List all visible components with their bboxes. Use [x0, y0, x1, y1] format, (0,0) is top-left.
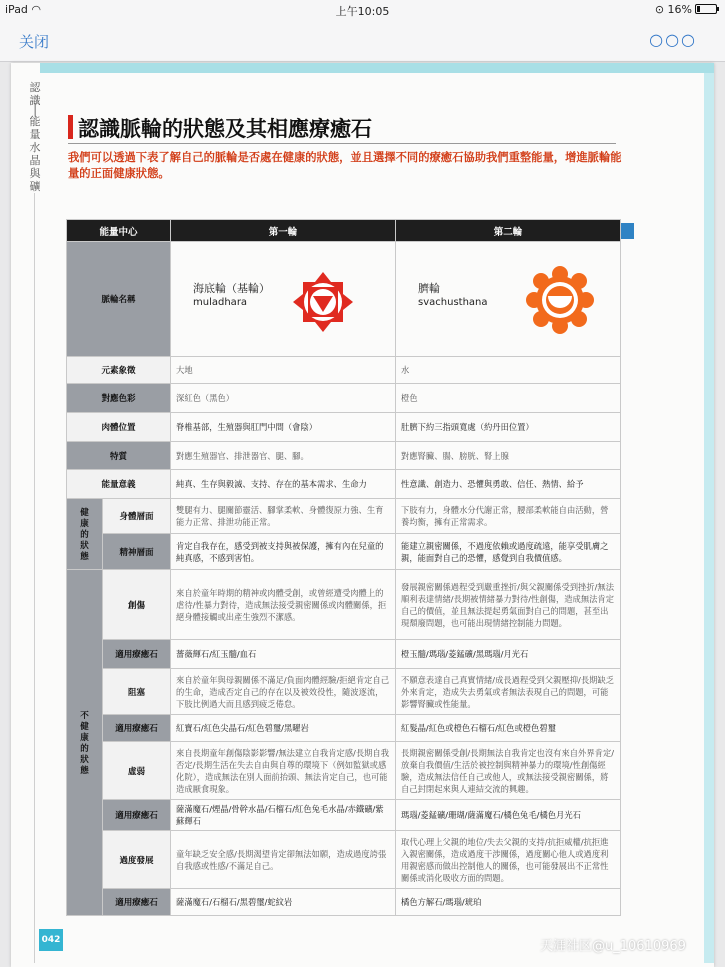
- physical-1: 雙腿有力、腿關節靈活、腳掌柔軟、身體復原力強、生育能力正常、排泄功能正常。: [171, 499, 396, 534]
- table-row: [67, 534, 621, 570]
- table-row: [67, 242, 621, 357]
- row-label: 適用療癒石: [103, 889, 171, 916]
- trauma-2: 發展親密關係過程受到嚴重挫折/與父親關係受到挫折/無法順利表達情緒/長期被情緒暴力對待/性創傷，造成無法肯定自己的價值，並且無法提起勇氣面對自己的問題，甚至出現頹廢問題，也可能出現情緒控制能力問題。: [396, 570, 621, 640]
- page-number: 042: [39, 929, 63, 951]
- table-row: [67, 499, 621, 534]
- table-header: [67, 220, 621, 242]
- table-row: [67, 442, 621, 470]
- battery-percent: 16%: [667, 3, 692, 16]
- row-label: 過度發展: [103, 831, 171, 889]
- status-bar: [0, 0, 725, 20]
- weak-stones-1: 薩滿魔石/煙晶/骨幹水晶/石榴石/紅色兔毛水晶/赤鐵礦/紫蘇輝石: [171, 800, 396, 831]
- row-label: 適用療癒石: [103, 715, 171, 742]
- table-row: [67, 640, 621, 669]
- table-row: [67, 889, 621, 916]
- traits-2: 對應腎臟、腸、膀胱、腎上腺: [396, 442, 621, 470]
- svadhisthana-symbol-icon: [526, 266, 594, 334]
- blocked-stones-2: 紅髮晶/紅色或橙色石榴石/紅色或橙色碧璽: [396, 715, 621, 742]
- trauma-stones-1: 薔薇輝石/紅玉髓/血石: [171, 640, 396, 669]
- battery-icon: [695, 4, 717, 14]
- table-row: [67, 715, 621, 742]
- weak-stones-2: 瑪瑙/菱錳礦/珊瑚/薩滿魔石/橘色兔毛/橘色月光石: [396, 800, 621, 831]
- row-label: 虛弱: [103, 742, 171, 800]
- chakra-1-name: 海底輪（基輪） muladhara: [193, 282, 271, 308]
- page-subtitle: 我們可以透過下表了解自己的脈輪是否處在健康的狀態，並且選擇不同的療癒石協助我們重整能量，增進脈輪能量的正面健康狀態。: [68, 150, 622, 180]
- watermark-text: 天涯社区@u_10610969: [540, 939, 686, 954]
- table-row: [67, 357, 621, 384]
- table-row: [67, 470, 621, 499]
- chakra-2-name: 臍輪 svachusthana: [418, 282, 488, 308]
- color-1: 深紅色（黑色）: [171, 384, 396, 413]
- device-label: iPad ◠: [5, 3, 42, 16]
- row-label: 脈輪名稱: [67, 242, 171, 357]
- table-row: [67, 384, 621, 413]
- meaning-1: 純真、生存與毅滅、支持、存在的基本需求、生命力: [171, 470, 396, 499]
- row-label: 肉體位置: [67, 413, 171, 442]
- header-chakra-2: 第二輪: [396, 220, 621, 242]
- element-1: 大地: [171, 357, 396, 384]
- page-title: 認識脈輪的狀態及其相應療癒石: [78, 116, 372, 141]
- traits-1: 對應生殖器官、排泄器官、腿、腳。: [171, 442, 396, 470]
- header-energy-center: 能量中心: [67, 220, 171, 242]
- row-label: 適用療癒石: [103, 640, 171, 669]
- meaning-2: 性意識、創造力、恐懼與勇敢、信任、熱情、給予: [396, 470, 621, 499]
- title-divider: [68, 143, 616, 144]
- document-page: [11, 63, 714, 967]
- row-label: 阻塞: [103, 669, 171, 715]
- table-row: [67, 800, 621, 831]
- clock: 上午10:05: [335, 5, 390, 18]
- top-stripe: [40, 63, 714, 73]
- blocked-stones-1: 紅寶石/紅色尖晶石/紅色碧璽/黑曜岩: [171, 715, 396, 742]
- table-row: [67, 742, 621, 800]
- mental-1: 肯定自我存在，感受到被支持與被保護，擁有內在兒童的純真感，不感到害怕。: [171, 534, 396, 570]
- chakra-1-cell: [171, 242, 396, 357]
- overdev-1: 童年缺乏安全感/長期渴望肯定卻無法如願，造成過度誇張自我感或性感/不滿足自己。: [171, 831, 396, 889]
- more-options-button[interactable]: ○○○: [649, 30, 697, 49]
- row-label: 元素象徵: [67, 357, 171, 384]
- physical-2: 下肢有力，身體水分代謝正常，腰部柔軟能自由活動，營養均衡，擁有正常需求。: [396, 499, 621, 534]
- row-label: 適用療癒石: [103, 800, 171, 831]
- chakra-2-cell: [396, 242, 621, 357]
- row-label: 精神層面: [103, 534, 171, 570]
- overdev-stones-1: 薩滿魔石/石榴石/黑碧璽/蛇紋岩: [171, 889, 396, 916]
- healthy-state-label: 健 康 的 狀 態: [67, 499, 103, 570]
- unhealthy-state-label: 不 健 康 的 狀 態: [67, 570, 103, 916]
- nav-bar: [0, 20, 725, 62]
- row-label: 特質: [67, 442, 171, 470]
- row-label: 創傷: [103, 570, 171, 640]
- heading-accent: [68, 115, 73, 139]
- row-label: 對應色彩: [67, 384, 171, 413]
- margin-rule: [34, 193, 35, 963]
- trauma-stones-2: 橙玉髓/瑪瑙/菱錳礦/黑瑪瑙/月光石: [396, 640, 621, 669]
- weak-2: 長期親密關係受創/長期無法自我肯定也沒有來自外界肯定/放棄自我價值/生活於被控制與精神暴力的環境/性創傷經驗，造成無法信任自己或他人，或無法接受親密關係，將自己封閉起來與人連結交流的興趣。: [396, 742, 621, 800]
- rotation-lock-icon: ⊙: [654, 3, 665, 16]
- table-row: [67, 570, 621, 640]
- side-stripe: [704, 73, 714, 963]
- muladhara-symbol-icon: [291, 270, 355, 334]
- row-label: 身體層面: [103, 499, 171, 534]
- body-2: 肚臍下約三指頭寬處（約丹田位置）: [396, 413, 621, 442]
- table-row: [67, 669, 621, 715]
- chakra-table: [66, 219, 620, 916]
- element-2: 水: [396, 357, 621, 384]
- close-button[interactable]: 关闭: [19, 33, 50, 51]
- row-label: 能量意義: [67, 470, 171, 499]
- table-row: [67, 831, 621, 889]
- color-2: 橙色: [396, 384, 621, 413]
- table-row: [67, 413, 621, 442]
- trauma-1: 來自於童年時期的精神或肉體受創，或曾經遭受肉體上的虐待/性暴力對待，造成無法接受親密關係或肉體關係，拒絕身體接觸或出產生強烈不潔感。: [171, 570, 396, 640]
- wifi-icon: ◠: [31, 3, 42, 16]
- body-1: 脊椎基部，生殖器與肛門中間（會陰）: [171, 413, 396, 442]
- status-right: [655, 3, 717, 16]
- mental-2: 能建立親密關係，不過度依賴或過度疏遠，能享受肌膚之親，能面對自己的恐懼，感覺到自我價值感。: [396, 534, 621, 570]
- overdev-stones-2: 橘色方解石/瑪瑙/琥珀: [396, 889, 621, 916]
- vertical-chapter-title: 認 識 │ 能 量 水 晶 與 礦: [29, 81, 41, 193]
- header-chakra-1: 第一輪: [171, 220, 396, 242]
- section-tab: [620, 223, 634, 239]
- blocked-2: 不願意表達自己真實情緒/成長過程受到父親壓抑/長期缺乏外來肯定，造成失去勇氣或者無法表現自己的問題，可能影響腎臟或性能量。: [396, 669, 621, 715]
- weak-1: 來自長期童年創傷陰影影響/無法建立自我肯定感/長期自我否定/長期生活在失去自由與自尊的環境下（例如監獄或感化院），造成無法在別人面前抬頭、無法肯定自己，也可能造成厭食現象。: [171, 742, 396, 800]
- overdev-2: 取代心理上父親的地位/失去父親的支持/抗拒威權/抗拒進入親密關係，造成過度干涉關係，過度關心他人或過度利用親密感而做出控制他人的關係，也可能發展出不正常性關係或消化吸收方面的問題。: [396, 831, 621, 889]
- blocked-1: 來自於童年與母親關係不滿足/負面肉體經驗/拒絕肯定自己的生命，造成否定自己的存在以及被效役性，隨波逐流，下肢比例過大而且感到疲乏倦怠。: [171, 669, 396, 715]
